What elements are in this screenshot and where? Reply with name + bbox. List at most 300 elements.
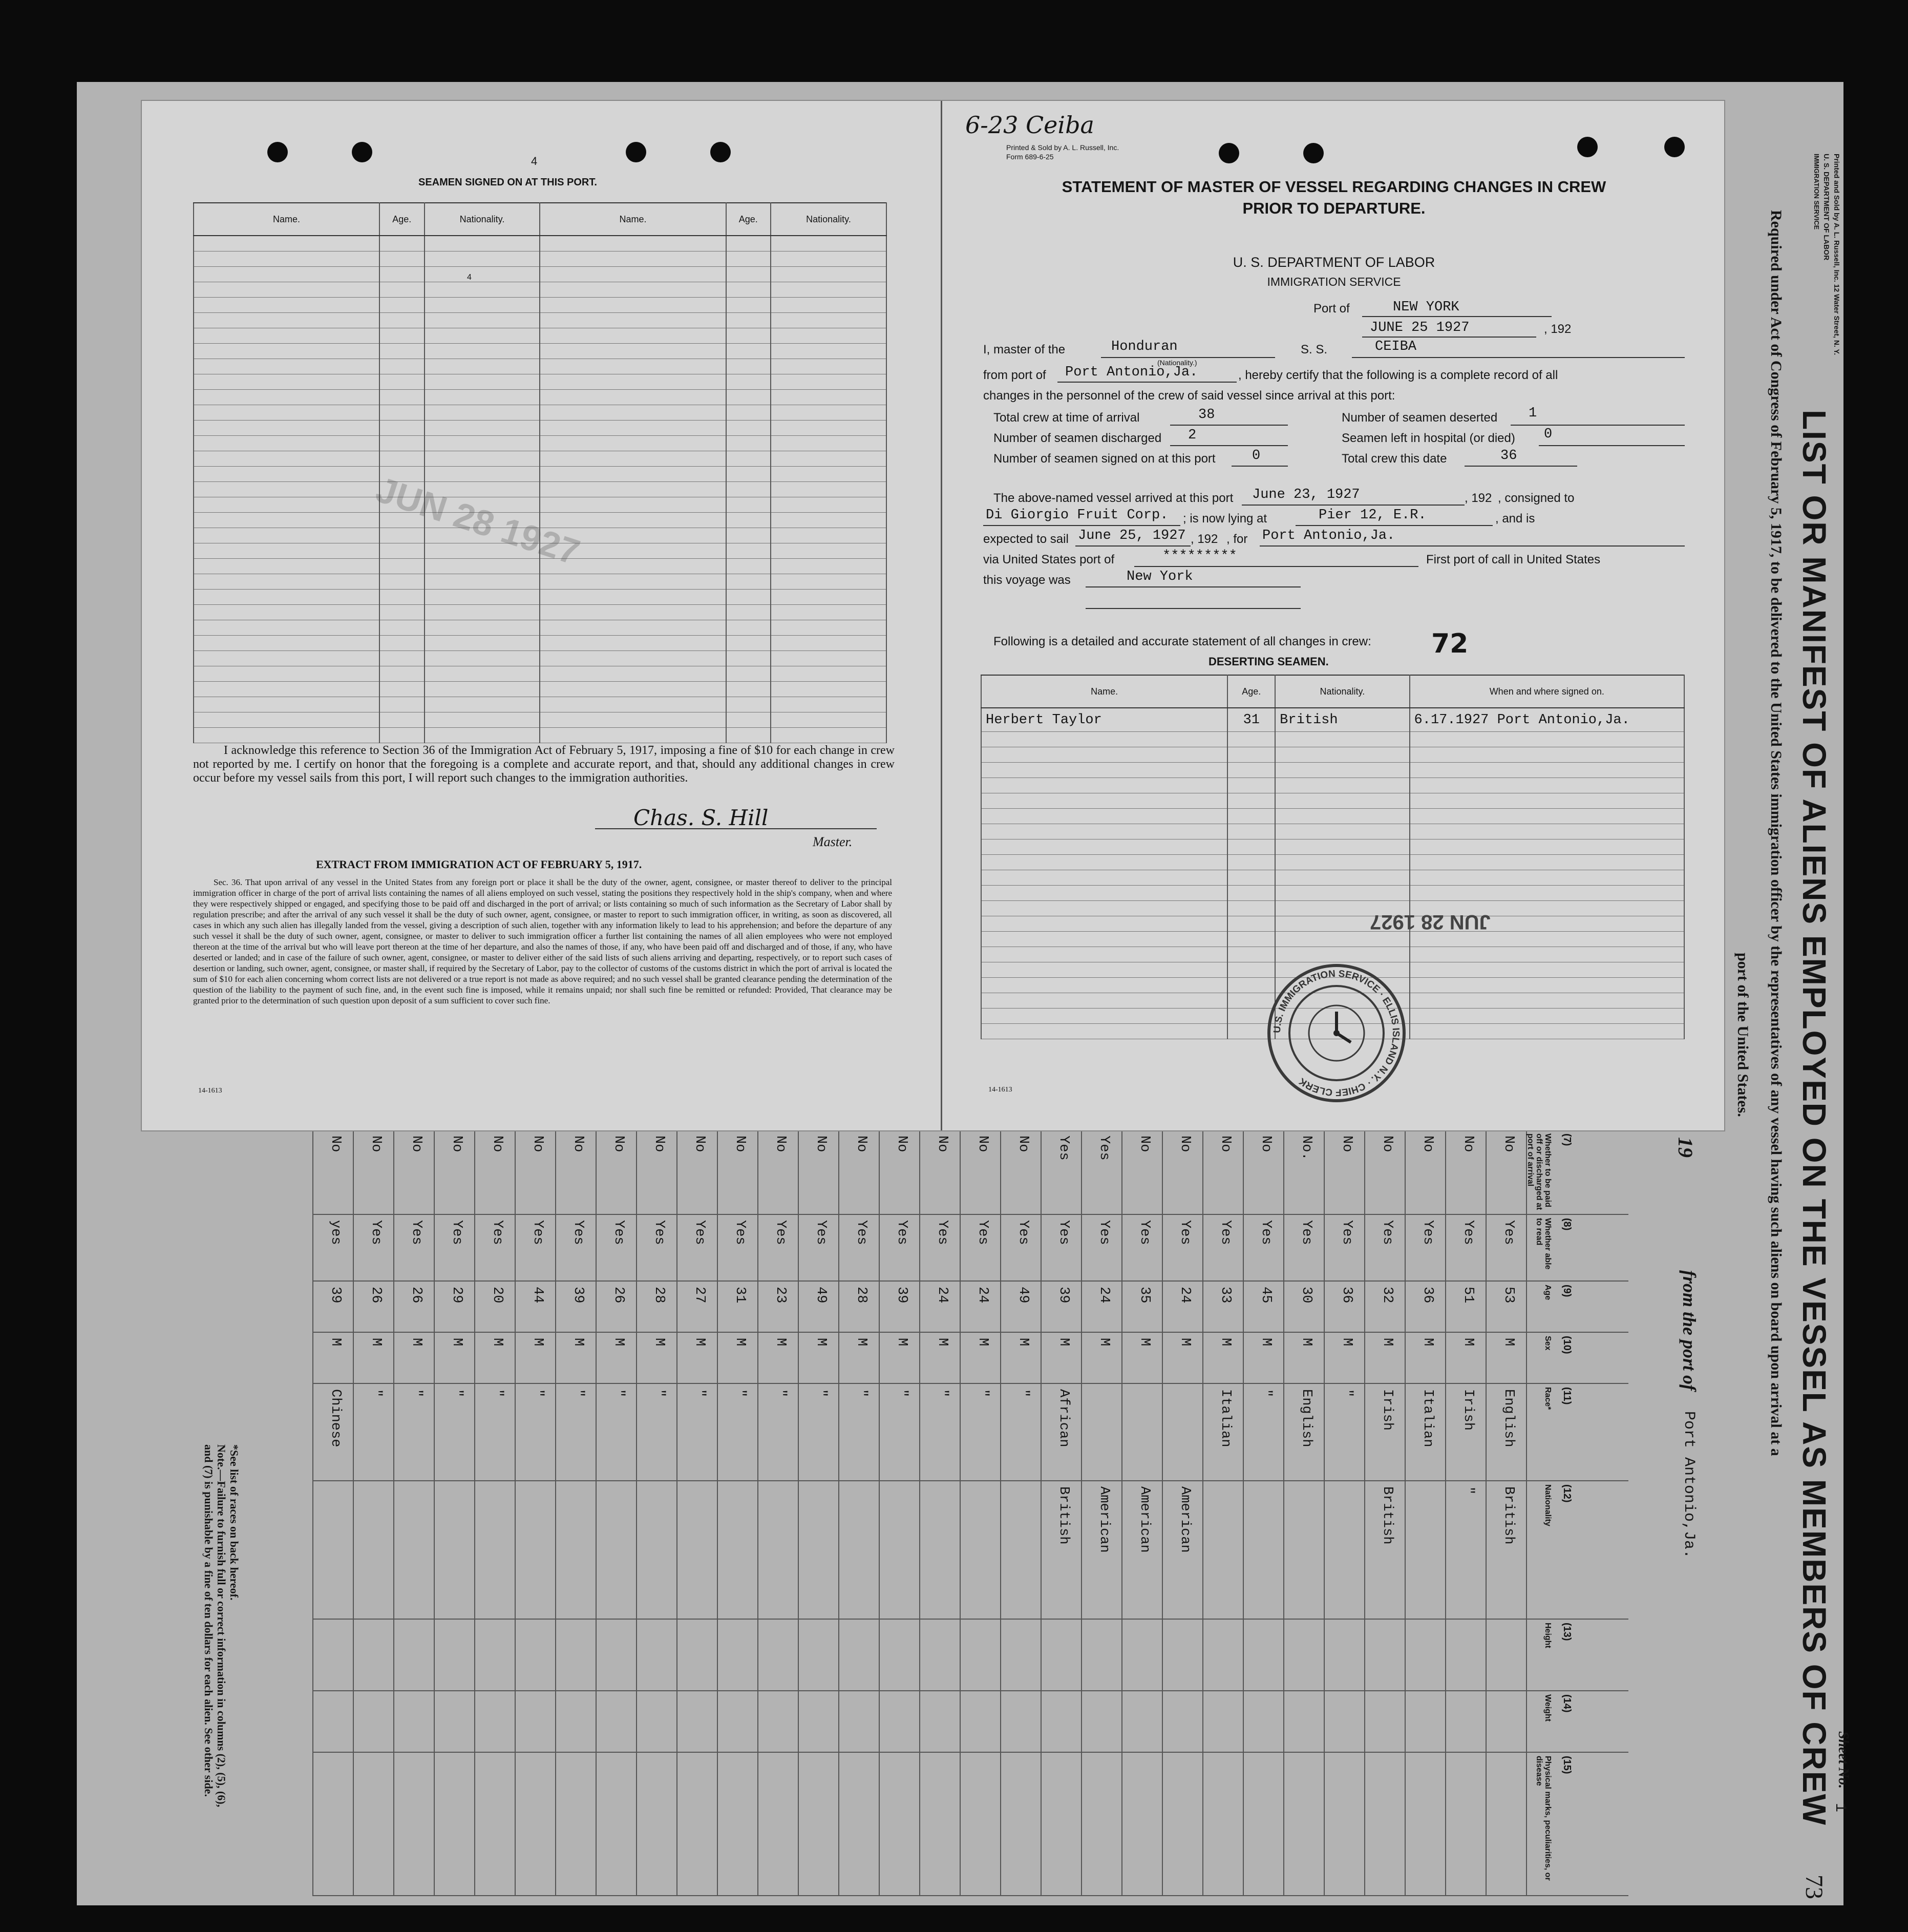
- manifest-cell-read: Yes: [1299, 1220, 1314, 1245]
- table-cell: [726, 728, 771, 743]
- page-number: 4: [531, 155, 538, 167]
- manifest-cell-age: 26: [368, 1287, 384, 1304]
- grid-line: [393, 1129, 394, 1895]
- manifest-cell-age: 39: [570, 1287, 586, 1304]
- table-cell: [726, 513, 771, 528]
- table-cell: [1275, 932, 1409, 947]
- table-cell: [540, 421, 726, 436]
- manifest-cell-sex: M: [894, 1338, 909, 1347]
- table-cell: [540, 620, 726, 636]
- table-cell: [540, 236, 726, 251]
- table-cell: [540, 697, 726, 712]
- table-cell: [726, 436, 771, 451]
- seamen-signed-table: [193, 202, 887, 743]
- manifest-sheet-label: Sheet No.: [1835, 1731, 1851, 1789]
- manifest-cell-read: Yes: [449, 1220, 464, 1245]
- table-row: [981, 886, 1684, 901]
- table-cell: [379, 236, 424, 251]
- expected-label: expected to sail: [983, 532, 1069, 546]
- table-cell: [771, 543, 886, 559]
- changes-text: changes in the personnel of the crew of said vessel since arrival at this port:: [983, 389, 1395, 403]
- form-number-left: 14-1613: [198, 1087, 222, 1095]
- manifest-cell-race: Irish: [1380, 1389, 1395, 1431]
- manifest-cell-read: Yes: [854, 1220, 869, 1245]
- manifest-cell-sex: M: [1056, 1338, 1071, 1347]
- table-cell: [540, 390, 726, 405]
- table-cell: [771, 313, 886, 328]
- col-when-where: When and where signed on.: [1410, 675, 1684, 708]
- grid-line: [312, 1895, 1628, 1896]
- for-label: , for: [1226, 532, 1248, 546]
- table-cell: [981, 886, 1227, 901]
- table-cell: [1275, 839, 1409, 855]
- field-line: [1296, 525, 1493, 526]
- table-cell: [540, 712, 726, 728]
- table-cell: [425, 620, 540, 636]
- manifest-cell-nationality: British: [1501, 1486, 1516, 1545]
- table-cell: [981, 732, 1227, 747]
- manifest-cell-sex: M: [449, 1338, 464, 1347]
- manifest-cell-paid-off: No: [1015, 1136, 1031, 1152]
- table-cell: [726, 328, 771, 344]
- grid-line: [1283, 1129, 1284, 1895]
- table-cell: [425, 651, 540, 666]
- table-cell: [540, 374, 726, 390]
- date-value: JUNE 25 1927: [1370, 320, 1470, 335]
- table-row: [194, 405, 886, 421]
- table-cell: [771, 666, 886, 682]
- table-cell: [379, 651, 424, 666]
- table-row: [981, 824, 1684, 839]
- table-cell: [194, 436, 379, 451]
- table-cell: [1410, 732, 1684, 747]
- table-cell: [726, 390, 771, 405]
- port-of-label: Port of: [1313, 302, 1350, 316]
- table-cell: [771, 651, 886, 666]
- table-cell: [194, 390, 379, 405]
- table-cell: [540, 590, 726, 605]
- manifest-cell-sex: M: [732, 1338, 748, 1347]
- grid-line: [879, 1129, 880, 1895]
- table-row: [194, 682, 886, 697]
- col-age: Age.: [379, 203, 424, 236]
- table-cell: [425, 605, 540, 620]
- punch-hole: [267, 142, 288, 162]
- manifest-cell-age: 27: [692, 1287, 707, 1304]
- stray-mark: 4: [467, 273, 472, 282]
- table-cell: [1410, 793, 1684, 809]
- table-cell: [540, 513, 726, 528]
- table-cell: [726, 267, 771, 282]
- via-label: via United States port of: [983, 553, 1115, 566]
- table-cell: [771, 236, 886, 251]
- total-crew-arrival-label: Total crew at time of arrival: [993, 411, 1140, 425]
- table-cell: [1410, 824, 1684, 839]
- table-cell: [540, 359, 726, 374]
- table-cell: [1275, 824, 1409, 839]
- table-cell: [1275, 793, 1409, 809]
- table-cell: [379, 590, 424, 605]
- field-line: [1362, 337, 1536, 338]
- manifest-printer-line1: Printed and Sold by A. L. Russell, Inc. 12 Water Street, N. Y.: [1833, 154, 1841, 355]
- manifest-cell-read: Yes: [530, 1220, 545, 1245]
- manifest-cell-paid-off: No: [651, 1136, 667, 1152]
- manifest-cell-read: Yes: [490, 1220, 505, 1245]
- table-cell: [1410, 932, 1684, 947]
- statement-title-line2: PRIOR TO DEPARTURE.: [1242, 199, 1426, 217]
- manifest-cell-read: Yes: [935, 1220, 950, 1245]
- manifest-cell-read: Yes: [1177, 1220, 1193, 1245]
- manifest-cell-age: 53: [1501, 1287, 1516, 1304]
- master-signature: Chas. S. Hill: [633, 805, 769, 830]
- table-row: [194, 374, 886, 390]
- table-cell: [540, 666, 726, 682]
- table-cell: [194, 405, 379, 421]
- deserter-age: 31: [1227, 708, 1275, 732]
- table-cell: [981, 763, 1227, 778]
- date-stamp: JUN 28 1927: [1370, 911, 1491, 933]
- manifest-footnote-line3: and (7) is punishable by a fine of ten dollars for each alien. See other side.: [202, 1444, 215, 1797]
- table-cell: [981, 870, 1227, 886]
- left-page: [142, 101, 938, 1130]
- table-cell: [194, 313, 379, 328]
- nationality-value: Honduran: [1111, 339, 1178, 354]
- manifest-cell-read: Yes: [773, 1220, 788, 1245]
- manifest-cell-race: ": [692, 1389, 707, 1398]
- table-row: [194, 482, 886, 497]
- table-cell: [726, 344, 771, 359]
- deserter-name: Herbert Taylor: [981, 708, 1227, 732]
- table-cell: [771, 298, 886, 313]
- from-port-label: from port of: [983, 368, 1046, 382]
- table-row: [194, 697, 886, 712]
- table-row: [981, 747, 1684, 763]
- table-cell: [194, 574, 379, 590]
- table-cell: [540, 651, 726, 666]
- manifest-cell-read: Yes: [1137, 1220, 1152, 1245]
- arrived-label: The above-named vessel arrived at this port: [993, 491, 1234, 505]
- column-header-label: Physical marks, peculiarities, or disease: [1535, 1756, 1552, 1881]
- table-cell: [726, 374, 771, 390]
- lying-value: Pier 12, E.R.: [1319, 508, 1427, 523]
- table-cell: [771, 359, 886, 374]
- punch-hole: [710, 142, 731, 162]
- table-cell: [726, 405, 771, 421]
- manifest-cell-race: Chinese: [328, 1389, 343, 1447]
- table-cell: [726, 298, 771, 313]
- faint-stamp: JUN 28 1927: [371, 469, 585, 573]
- table-cell: [1227, 778, 1275, 793]
- table-cell: [540, 497, 726, 513]
- signed-on-value: 0: [1252, 448, 1261, 464]
- manifest-cell-sex: M: [1015, 1338, 1031, 1347]
- table-cell: [379, 267, 424, 282]
- table-cell: [425, 590, 540, 605]
- manifest-printer-line2: U. S. DEPARTMENT OF LABOR: [1822, 154, 1831, 261]
- table-cell: [379, 436, 424, 451]
- table-cell: [1275, 870, 1409, 886]
- manifest-cell-race: ": [611, 1389, 626, 1398]
- table-cell: [1227, 839, 1275, 855]
- table-cell: [1410, 747, 1684, 763]
- manifest-cell-paid-off: No: [368, 1136, 384, 1152]
- deserter-nationality: British: [1275, 708, 1409, 732]
- table-cell: [194, 497, 379, 513]
- manifest-cell-paid-off: No: [975, 1136, 990, 1152]
- table-cell: [425, 559, 540, 574]
- table-cell: [194, 344, 379, 359]
- table-cell: [1410, 778, 1684, 793]
- extract-text: Sec. 36. That upon arrival of any vessel in the United States from any foreign port or place it shall be the duty of the owner, agent, consignee, or master thereof to deliver to the principal immigration officer in charge of the port of arrival lists containing the names of all aliens employed on such vessel, stating the positions they respectively hold in the ship's company, when and where they were respectively shipped or engaged, and specifying those to be paid off and discharged in the port of arrival; or lists containing so much of such information as the Secretary of Labor shall by regulation prescribe; and after the arrival of any such vessel it shall be the duty of such owner, agent, consignee, or master to report to such immigration officer, in writing, as soon as discovered, all cases in which any such alien has illegally landed from the vessel, giving a description of such alien, together with any information likely to lead to his apprehension; and before the departure of any such vessel it shall be the duty of such owner, agent, consignee, or master to deliver to such immigration officer a further list containing the names of all alien employees who were not employed thereon at the time of the arrival but who will leave port thereon at the time of her departure, and also the names of those, if any, who have been paid off and discharged and of those, if any, who have deserted or landed; and in case of the failure of such owner, agent, consignee, or master to deliver either of the said lists of such aliens arriving and departing, respectively, or to report such cases of desertion or landing, such owner, agent, consignee, or master shall, if required by the Secretary of Labor, pay to the collector of customs of the customs district in which the port of arrival is located the sum of $10 for each alien concerning whom correct lists are not delivered or a true report is not made as above required; and no such vessel shall be granted clearance pending the determination of the question of the liability to the payment of such fine, and, in the event such fine is imposed, while it remains unpaid; nor shall such fine be remitted or refunded: Provided, That clearance may be granted prior to the determination of such question upon deposit of a sum sufficient to cover such fine.: [193, 877, 892, 1005]
- manifest-cell-sex: M: [328, 1338, 343, 1347]
- manifest-cell-sex: M: [570, 1338, 586, 1347]
- manifest-cell-age: 33: [1218, 1287, 1233, 1304]
- table-cell: [1227, 870, 1275, 886]
- table-cell: [540, 636, 726, 651]
- manifest-cell-age: 49: [1015, 1287, 1031, 1304]
- acknowledgment-text: I acknowledge this reference to Section 36 of the Immigration Act of February 5, 1917, imposing a fine of $10 for each change in crew not reported by me. I certify on honor that the foregoing is a complete and accurate report, and that, should any additional changes in crew occur before my vessel sails from this port, I will report such changes to the immigration authorities.: [193, 744, 895, 785]
- table-cell: [1227, 886, 1275, 901]
- table-cell: [379, 728, 424, 743]
- table-cell: [1227, 763, 1275, 778]
- table-cell: [194, 590, 379, 605]
- table-cell: [771, 513, 886, 528]
- table-cell: [540, 574, 726, 590]
- extract-heading: EXTRACT FROM IMMIGRATION ACT OF FEBRUARY 5, 1917.: [316, 858, 642, 871]
- discharged-value: 2: [1188, 428, 1197, 443]
- manifest-cell-read: Yes: [1380, 1220, 1395, 1245]
- table-cell: [194, 697, 379, 712]
- manifest-cell-read: Yes: [813, 1220, 829, 1245]
- table-cell: [1227, 732, 1275, 747]
- grid-line: [1364, 1129, 1365, 1895]
- table-cell: [981, 793, 1227, 809]
- year-suffix: , 192: [1544, 322, 1572, 336]
- manifest-cell-age: 31: [732, 1287, 748, 1304]
- manifest-cell-read: yes: [328, 1220, 343, 1245]
- manifest-cell-paid-off: No: [611, 1136, 626, 1152]
- table-cell: [726, 359, 771, 374]
- deserted-label: Number of seamen deserted: [1342, 411, 1498, 425]
- table-row: [194, 267, 886, 282]
- manifest-cell-nationality: American: [1137, 1486, 1152, 1553]
- manifest-cell-read: Yes: [570, 1220, 586, 1245]
- table-cell: [981, 1009, 1227, 1024]
- manifest-cell-sex: M: [490, 1338, 505, 1347]
- manifest-cell-race: ": [449, 1389, 464, 1398]
- column-header-number: (7): [1561, 1133, 1573, 1146]
- column-header-number: (12): [1561, 1484, 1573, 1503]
- table-cell: [981, 947, 1227, 962]
- column-header-label: Sex: [1543, 1336, 1552, 1351]
- manifest-cell-age: 39: [328, 1287, 343, 1304]
- table-cell: [771, 728, 886, 743]
- table-cell: [194, 482, 379, 497]
- table-row: [981, 870, 1684, 886]
- table-row: [194, 236, 886, 251]
- table-cell: [726, 543, 771, 559]
- manifest-cell-age: 24: [1177, 1287, 1193, 1304]
- manifest-cell-read: Yes: [1258, 1220, 1274, 1245]
- table-cell: [771, 467, 886, 482]
- table-cell: [1410, 870, 1684, 886]
- table-cell: [771, 451, 886, 467]
- table-cell: [726, 451, 771, 467]
- manifest-cell-paid-off: No: [935, 1136, 950, 1152]
- table-cell: [981, 978, 1227, 993]
- nationality-label: (Nationality.): [1157, 359, 1197, 367]
- table-cell: [425, 313, 540, 328]
- manifest-cell-age: 28: [854, 1287, 869, 1304]
- manifest-from-port-value: Port Antonio,Ja.: [1680, 1411, 1698, 1559]
- table-cell: [726, 313, 771, 328]
- table-cell: [1227, 916, 1275, 932]
- manifest-cell-paid-off: No: [530, 1136, 545, 1152]
- table-cell: [771, 620, 886, 636]
- table-cell: [379, 543, 424, 559]
- table-cell: [771, 559, 886, 574]
- form-number-right: 14-1613: [988, 1086, 1012, 1094]
- table-cell: [194, 728, 379, 743]
- table-cell: [194, 451, 379, 467]
- table-cell: [771, 390, 886, 405]
- table-cell: [425, 359, 540, 374]
- hospital-value: 0: [1544, 427, 1553, 442]
- table-cell: [771, 574, 886, 590]
- arrived-value: June 23, 1927: [1252, 487, 1360, 502]
- field-line: [1352, 357, 1685, 358]
- table-cell: [771, 282, 886, 298]
- table-cell: [540, 451, 726, 467]
- table-cell: [771, 267, 886, 282]
- manifest-cell-read: Yes: [692, 1220, 707, 1245]
- table-cell: [1227, 932, 1275, 947]
- printer-line1: Printed & Sold by A. L. Russell, Inc.: [1006, 143, 1119, 152]
- table-cell: [1410, 855, 1684, 870]
- table-cell: [425, 697, 540, 712]
- ship-value: CEIBA: [1375, 339, 1417, 354]
- manifest-cell-race: ": [368, 1389, 384, 1398]
- manifest-cell-paid-off: No: [1218, 1136, 1233, 1152]
- grid-line: [1243, 1129, 1244, 1895]
- table-cell: [1227, 809, 1275, 824]
- manifest-cell-sex: M: [773, 1338, 788, 1347]
- from-port-value: Port Antonio,Ja.: [1065, 365, 1198, 380]
- manifest-cell-paid-off: No: [1177, 1136, 1193, 1152]
- signed-on-label: Number of seamen signed on at this port: [993, 452, 1216, 466]
- manifest-required-line2: port of the United States.: [1734, 953, 1751, 1117]
- manifest-cell-paid-off: No: [854, 1136, 869, 1152]
- grid-line: [312, 1752, 1628, 1753]
- table-cell: [194, 421, 379, 436]
- manifest-cell-paid-off: No: [894, 1136, 909, 1152]
- manifest-cell-race: African: [1056, 1389, 1071, 1447]
- grid-line: [717, 1129, 718, 1895]
- table-row: [194, 313, 886, 328]
- grid-line: [798, 1129, 799, 1895]
- manifest-cell-sex: M: [1218, 1338, 1233, 1347]
- table-cell: [771, 697, 886, 712]
- immigration-seal-icon: [1260, 956, 1413, 1110]
- table-row: [194, 651, 886, 666]
- table-cell: [1410, 886, 1684, 901]
- manifest-cell-race: ": [651, 1389, 667, 1398]
- table-cell: [726, 574, 771, 590]
- field-line: [1511, 425, 1685, 426]
- table-cell: [379, 451, 424, 467]
- table-cell: [194, 236, 379, 251]
- master-title: Master.: [813, 834, 853, 849]
- column-header-number: (10): [1561, 1336, 1573, 1354]
- table-cell: [726, 236, 771, 251]
- manifest-cell-paid-off: No: [328, 1136, 343, 1152]
- manifest-cell-sex: M: [1177, 1338, 1193, 1347]
- table-cell: [425, 728, 540, 743]
- following-text: Following is a detailed and accurate statement of all changes in crew:: [993, 635, 1371, 648]
- table-cell: [1410, 809, 1684, 824]
- table-cell: [540, 482, 726, 497]
- manifest-cell-race: Irish: [1460, 1389, 1476, 1431]
- field-line: [1260, 545, 1685, 547]
- table-row: [194, 712, 886, 728]
- col-age: Age.: [726, 203, 771, 236]
- column-header-number: (13): [1561, 1623, 1573, 1641]
- table-cell: [425, 251, 540, 267]
- table-row: [194, 620, 886, 636]
- lying-label: ; is now lying at: [1183, 512, 1267, 526]
- manifest-cell-race: ": [975, 1389, 990, 1398]
- grid-line: [312, 1332, 1628, 1333]
- manifest-printer-line3: IMMIGRATION SERVICE: [1813, 154, 1820, 230]
- manifest-cell-paid-off: No: [570, 1136, 586, 1152]
- manifest-cell-read: Yes: [651, 1220, 667, 1245]
- table-cell: [379, 359, 424, 374]
- table-cell: [425, 282, 540, 298]
- table-cell: [425, 436, 540, 451]
- manifest-cell-nationality: British: [1056, 1486, 1071, 1545]
- column-header-label: Weight: [1543, 1694, 1552, 1722]
- column-header-label: Race*: [1543, 1387, 1552, 1410]
- table-cell: [981, 993, 1227, 1009]
- table-cell: [425, 298, 540, 313]
- manifest-cell-paid-off: No: [1137, 1136, 1152, 1152]
- table-cell: [425, 267, 540, 282]
- manifest-cell-race: ": [409, 1389, 424, 1398]
- voyage-value: New York: [1127, 569, 1193, 584]
- table-cell: [425, 374, 540, 390]
- table-cell: [981, 747, 1227, 763]
- field-line: [1242, 505, 1465, 506]
- table-cell: [540, 251, 726, 267]
- table-row: [981, 901, 1684, 916]
- consignee-value: Di Giorgio Fruit Corp.: [986, 508, 1169, 523]
- table-cell: [194, 605, 379, 620]
- voyage-label: this voyage was: [983, 573, 1071, 587]
- table-cell: [194, 682, 379, 697]
- manifest-cell-read: Yes: [409, 1220, 424, 1245]
- manifest-cell-race: ": [570, 1389, 586, 1398]
- table-cell: [1275, 747, 1409, 763]
- table-row: [194, 298, 886, 313]
- field-line: [1539, 445, 1685, 446]
- manifest-from-port-label: from the port of: [1679, 1270, 1700, 1391]
- manifest-cell-paid-off: No: [692, 1136, 707, 1152]
- grid-line: [312, 1619, 1628, 1620]
- table-cell: [1227, 824, 1275, 839]
- grid-line: [1041, 1129, 1042, 1895]
- field-line: [1170, 425, 1288, 426]
- manifest-cell-age: 26: [611, 1287, 626, 1304]
